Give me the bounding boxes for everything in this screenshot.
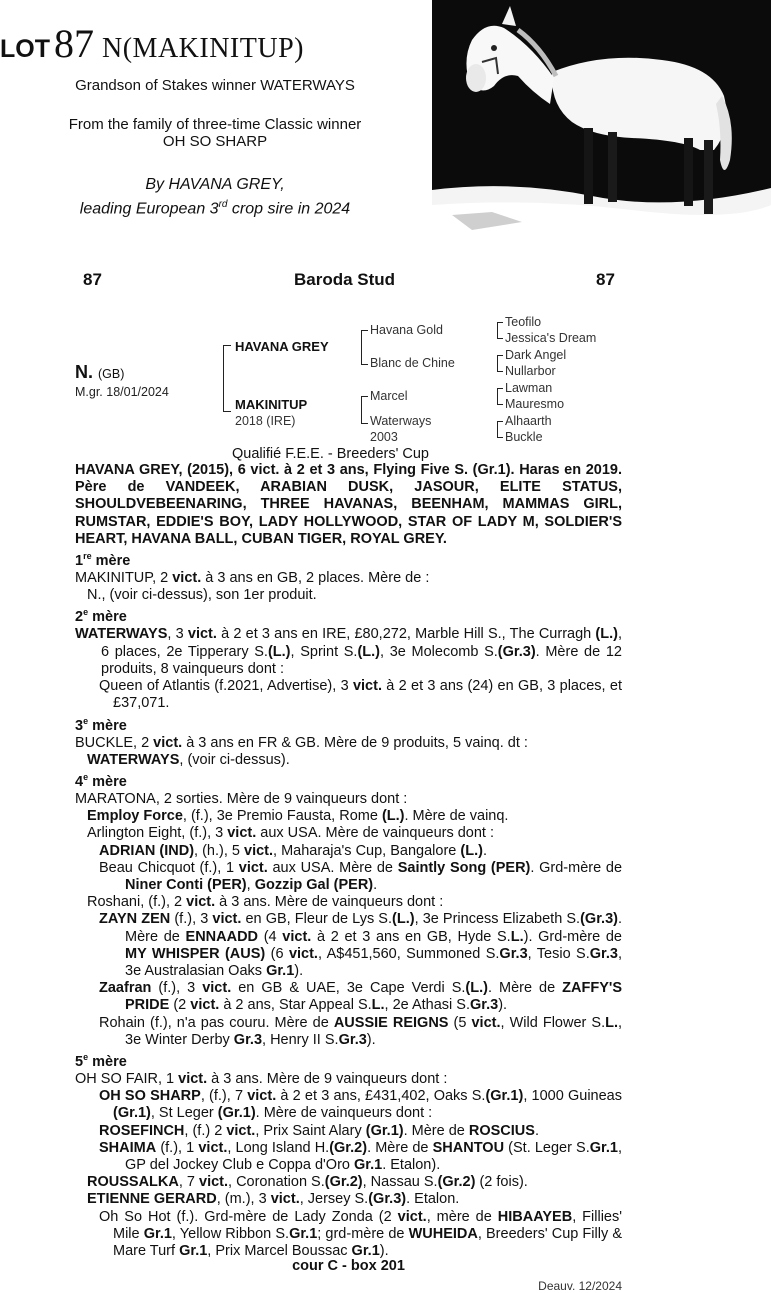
stall-location: cour C - box 201 — [292, 1258, 405, 1274]
dam4-produce-3b: Zaafran (f.), 3 vict. en GB & UAE, 3e Cape Verdi S.(L.). Mère de ZAFFY'S PRIDE (2 vict. à 2 ans, Star Appeal S.L., 2e Athasi S.Gr.3). — [99, 980, 622, 1014]
ped-ss: Havana Gold — [370, 323, 443, 337]
ped-sdd: Nullarbor — [505, 364, 556, 378]
dam5-produce-1b: SHAIMA (f.), 1 vict., Long Island H.(Gr.2). Mère de SHANTOU (St. Leger S.Gr.1, GP del Jockey Club e Coppa d'Oro Gr.1. Etalon). — [99, 1139, 622, 1174]
horse-photo — [432, 0, 771, 243]
dam5-produce-2: ROUSSALKA, 7 vict., Coronation S.(Gr.2), Nassau S.(Gr.2) (2 fois). — [87, 1174, 528, 1191]
ped-dds: Alhaarth — [505, 414, 552, 428]
caption-crop-sire: leading European 3rd crop sire in 2024 — [79, 199, 351, 218]
dam3-line: BUCKLE, 2 vict. à 3 ans en FR & GB. Mère de 9 produits, 5 vainq. dt : — [75, 734, 528, 751]
bracket-g3 — [497, 388, 503, 405]
section-3e-mere: 3e mère — [75, 715, 127, 734]
section-2e-mere: 2e mère — [75, 607, 127, 626]
dam4-produce-3a: ZAYN ZEN (f.), 3 vict. en GB, Fleur de Lys S.(L.), 3e Princess Elizabeth S.(Gr.3). Mère de ENNAADD (4 vict. à 2 et 3 ans en GB, Hyde S.L.). Grd-mère de MY WHISPER (AUS) (6 vict., A$451,560, Summoned S.Gr.3, Tesio S.Gr.3, 3e Australasian Oaks Gr.1). — [99, 911, 623, 979]
lot-title — [0, 20, 304, 67]
ped-sds: Dark Angel — [505, 348, 567, 362]
caption-by-sire: By HAVANA GREY, — [145, 176, 285, 193]
sale-reference: Deauv. 12/2024 — [538, 1279, 622, 1293]
lot-number-left: 87 — [83, 270, 102, 289]
ped-horse-info: M.gr. 18/01/2024 — [75, 385, 169, 399]
ped-sss: Teofilo — [505, 315, 542, 329]
bracket-dam — [361, 396, 368, 424]
ped-sire: HAVANA GREY — [235, 339, 329, 354]
dam4-produce-3c: Rohain (f.), n'a pas couru. Mère de AUSSIE REIGNS (5 vict., Wild Flower S.L., 3e Winter Derby Gr.3, Henry II S.Gr.3). — [99, 1014, 623, 1048]
section-5e-mere: 5e mère — [75, 1052, 127, 1070]
bracket-main — [223, 345, 231, 412]
dam4-produce-2b: Beau Chicquot (f.), 1 vict. aux USA. Mère de Saintly Song (PER). Grd-mère de Niner Conti (PER), Gozzip Gal (PER). — [99, 859, 623, 893]
caption-oh-so-sharp: OH SO SHARP — [162, 133, 268, 150]
caption-family: From the family of three-time Classic winner — [68, 116, 362, 133]
dam4-produce-2a: ADRIAN (IND), (h.), 5 vict., Maharaja's Cup, Bangalore (L.). — [99, 842, 487, 859]
dam4-produce-1: Employ Force, (f.), 3e Premio Fausta, Rome (L.). Mère de vainq. — [87, 808, 509, 825]
ped-dsd: Mauresmo — [505, 397, 565, 411]
dam5-line: OH SO FAIR, 1 vict. à 3 ans. Mère de 9 vainqueurs dont : — [75, 1071, 448, 1088]
catalogue-notes — [75, 462, 622, 1260]
dam4-produce-3: Roshani, (f.), 2 vict. à 3 ans. Mère de vainqueurs dont : — [87, 894, 444, 911]
dam3-produce: WATERWAYS, (voir ci-dessus). — [87, 751, 290, 768]
bracket-sire — [361, 330, 368, 365]
dam2-produce: Queen of Atlantis (f.2021, Advertise), 3 vict. à 2 et 3 ans (24) en GB, 3 places, et £37,071. — [99, 678, 622, 712]
dam4-produce-2: Arlington Eight, (f.), 3 vict. aux USA. Mère de vainqueurs dont : — [87, 825, 495, 842]
dam5-produce-1: OH SO SHARP, (f.), 7 vict. à 2 et 3 ans, £431,402, Oaks S.(Gr.1), 1000 Guineas (Gr.1), St Leger (Gr.1). Mère de vainqueurs dont : — [99, 1088, 622, 1122]
dam4-line: MARATONA, 2 sorties. Mère de 9 vainqueurs dont : — [75, 790, 408, 807]
lot-name: N(MAKINITUP) — [102, 33, 304, 64]
dam5-produce-4: Oh So Hot (f.). Grd-mère de Lady Zonda (2 vict., mère de HIBAAYEB, Fillies' Mile Gr.1, Yellow Ribbon S.Gr.1; grd-mère de WUHEIDA, Breeders' Cup Filly & Mare Turf Gr.1, Prix Marcel Boussac Gr.1). — [99, 1208, 623, 1260]
vendor-name: Baroda Stud — [294, 270, 396, 289]
caption-waterways: WATERWAYS — [260, 77, 355, 94]
ped-dd-year: 2003 — [370, 430, 398, 444]
ped-dam: MAKINITUP — [235, 397, 308, 412]
bracket-g2 — [497, 355, 503, 372]
lot-word: LOT — [0, 35, 50, 63]
section-1re-mere: 1re mère — [75, 551, 131, 569]
sire-paragraph: HAVANA GREY, (2015), 6 vict. à 2 et 3 ans, Flying Five S. (Gr.1). Haras en 2019. Père de VANDEEK, ARABIAN DUSK, JASOUR, ELITE STATUS, SHOULDVEBEENARING, THREE HAVANAS, BEENHAM, MAMMAS GIRL, RUMSTAR, EDDIE'S BOY, LADY HOLLYWOOD, STAR OF LADY M, SOLDIER'S HEART, HAVANA BALL, CUBAN TIGER, ROYAL GREY. — [75, 462, 622, 547]
ped-horse: N. (GB) — [75, 362, 125, 382]
ped-ddd: Buckle — [505, 430, 543, 444]
bracket-g1 — [497, 322, 503, 339]
bracket-g4 — [497, 421, 503, 438]
dam1-produce: N., (voir ci-dessus), son 1er produit. — [87, 587, 317, 604]
ped-dss: Lawman — [505, 381, 553, 395]
ped-dd: Waterways — [370, 414, 432, 428]
caption-grandson: Grandson of Stakes winner WATERWAYS — [75, 77, 355, 94]
section-4e-mere: 4e mère — [75, 771, 127, 790]
dam2-line: WATERWAYS, 3 vict. à 2 et 3 ans en IRE, £80,272, Marble Hill S., The Curragh (L.), 6 places, 2e Tipperary S.(L.), Sprint S.(L.), 3e Molecomb S.(Gr.3). Mère de 12 produits, 8 vainqueurs dont : — [75, 626, 622, 677]
ped-ssd: Jessica's Dream — [505, 331, 597, 345]
ped-ds: Marcel — [370, 389, 408, 403]
ped-sd: Blanc de Chine — [370, 356, 455, 370]
dam5-produce-1a: ROSEFINCH, (f.) 2 vict., Prix Saint Alary (Gr.1). Mère de ROSCIUS. — [99, 1122, 539, 1139]
ped-dam-info: 2018 (IRE) — [235, 414, 296, 428]
dam1-line: MAKINITUP, 2 vict. à 3 ans en GB, 2 places. Mère de : — [75, 570, 430, 587]
qualifie-line: Qualifié F.E.E. - Breeders' Cup — [232, 446, 429, 462]
lot-number-right: 87 — [596, 270, 615, 289]
lot-number: 87 — [54, 21, 94, 66]
dam5-produce-3: ETIENNE GERARD, (m.), 3 vict., Jersey S.(Gr.3). Etalon. — [87, 1191, 460, 1208]
